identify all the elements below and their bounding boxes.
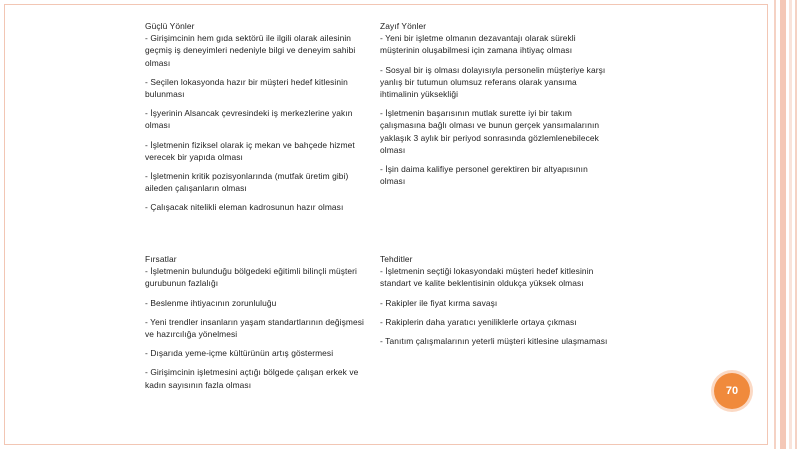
threat-item: - Tanıtım çalışmalarının yeterli müşteri kitlesine ulaşmaması <box>380 336 608 347</box>
opportunity-item: - İşletmenin bulunduğu bölgedeki eğitimli bilinçli müşteri gurubunun fazlalığı <box>145 266 358 289</box>
strength-item: - İşletmenin fiziksel olarak iç mekan ve bahçede hizmet verecek bir yapıda olması <box>145 139 355 162</box>
threat-item: - Rakiplerin daha yaratıcı yeniliklerle ortaya çıkması <box>380 316 577 327</box>
strengths-section <box>145 20 367 221</box>
decorative-side-bands <box>768 0 800 449</box>
side-band <box>795 0 797 449</box>
opportunity-item: - Dışarıda yeme-içme kültürünün artış göstermesi <box>145 348 334 359</box>
strength-item: - Çalışacak nitelikli eleman kadrosunun hazır olması <box>145 202 344 213</box>
page-number-badge: 70 <box>714 373 750 409</box>
side-band <box>780 0 786 449</box>
threat-item: - İşletmenin seçtiği lokasyondaki müşteri hedef kitlesinin standart ve kalite beklentisinin oldukça yüksek olması <box>380 266 594 289</box>
opportunities-section <box>145 253 367 398</box>
strength-item: - İşyerinin Alsancak çevresindeki iş merkezlerine yakın olması <box>145 108 353 131</box>
weakness-item: - Sosyal bir iş olması dolayısıyla personelin müşteriye karşı yanlış bir tutumun olumsuz referans olarak yansıma ihtimalinin yüksekliği <box>380 64 606 100</box>
opportunity-item: - Girişimcinin işletmesini açtığı bölgede çalışan erkek ve kadın sayısının fazla olması <box>145 367 359 390</box>
strength-item: - İşletmenin kritik pozisyonlarında (mutfak üretim gibi) aileden çalışanların olması <box>145 171 349 194</box>
weaknesses-section <box>380 20 610 194</box>
strength-item: - Girişimcinin hem gıda sektörü ile ilgili olarak ailesinin geçmiş iş deneyimleri nedeniyle bilgi ve deneyim sahibi olması <box>145 33 356 68</box>
weaknesses-title: Zayıf Yönler <box>380 21 427 31</box>
threats-section <box>380 253 610 354</box>
strengths-title: Güçlü Yönler <box>145 21 195 31</box>
threat-item: - Rakipler ile fiyat kırma savaşı <box>380 297 498 308</box>
opportunity-item: - Yeni trendler insanların yaşam standartlarının değişmesi ve hazırcılığa yönelmesi <box>145 316 365 340</box>
strength-item: - Seçilen lokasyonda hazır bir müşteri hedef kitlesinin bulunması <box>145 76 348 100</box>
weakness-item: - İşletmenin başarısının mutlak surette iyi bir takım çalışmasına bağlı olması ve bunun gerçek yansımalarının yaklaşık 3 aylık bir periyod sonrasında gözlemlenebilecek olması <box>380 108 600 155</box>
side-band <box>774 0 776 449</box>
opportunities-title: Fırsatlar <box>145 254 177 264</box>
side-band <box>789 0 792 449</box>
weakness-item: - İşin daima kalifiye personel gerektiren bir altyapısının olması <box>380 164 588 187</box>
threats-title: Tehditler <box>380 254 413 264</box>
opportunity-item: - Beslenme ihtiyacının zorunluluğu <box>145 297 277 308</box>
weakness-item: - Yeni bir işletme olmanın dezavantajı olarak sürekli müşterinin oluşabilmesi için zamana ihtiyaç olması <box>380 33 576 56</box>
